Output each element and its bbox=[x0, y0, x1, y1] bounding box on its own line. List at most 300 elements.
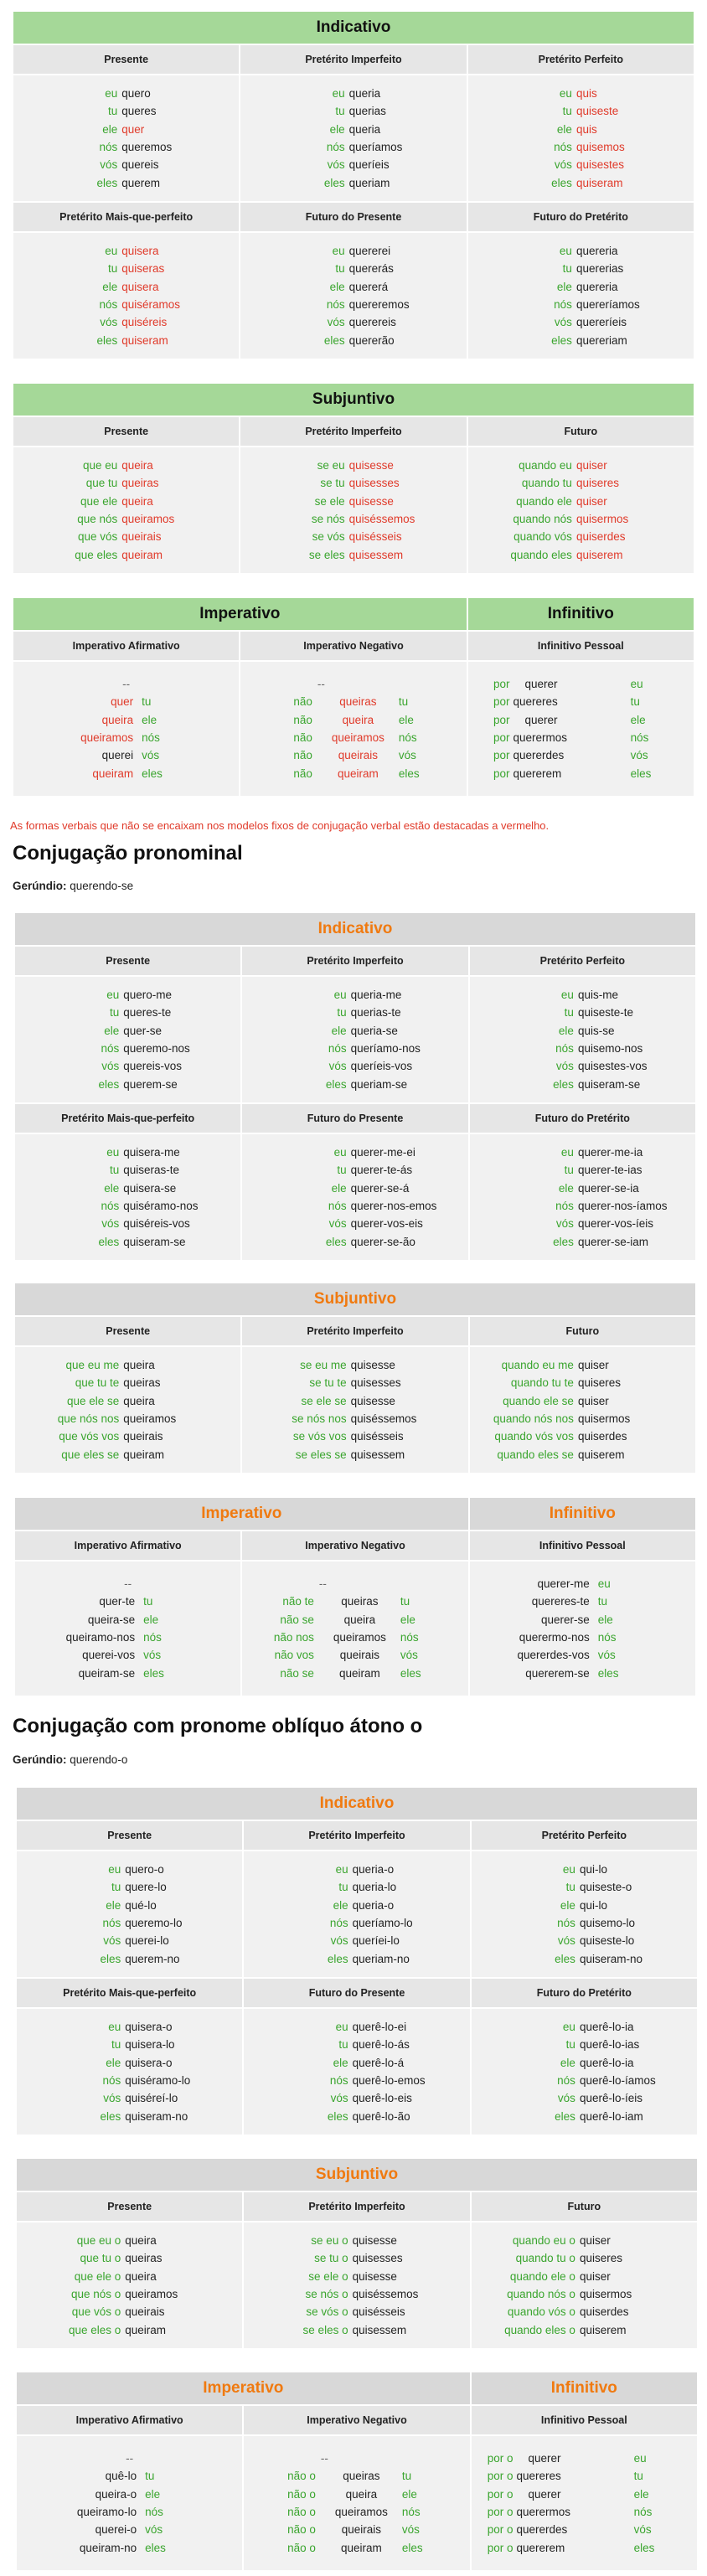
form-row bbox=[468, 102, 694, 120]
verb-form: quiseram-se bbox=[577, 1077, 641, 1091]
gerund-label: Gerúndio: bbox=[13, 880, 67, 892]
verb-form: quero-o bbox=[125, 1862, 164, 1876]
tense-header: Presente bbox=[16, 2191, 243, 2222]
pronoun: que ele bbox=[80, 494, 118, 508]
pronoun: tu bbox=[565, 2038, 575, 2052]
pronoun: quando ele o bbox=[509, 2269, 575, 2283]
form-row bbox=[470, 1593, 695, 1610]
form-row bbox=[13, 729, 239, 746]
verb-form: quiserem bbox=[577, 1448, 625, 1461]
form-row bbox=[472, 2232, 697, 2249]
verb-form: queiram bbox=[337, 767, 379, 780]
form-row bbox=[17, 2072, 242, 2089]
forms-list bbox=[15, 1575, 240, 1682]
verb-form: quiseste-te bbox=[577, 1006, 633, 1020]
form-row bbox=[244, 2486, 469, 2503]
pronoun: tu bbox=[562, 262, 572, 276]
verb-form: quisessem bbox=[350, 1448, 405, 1461]
form-row bbox=[470, 1427, 695, 1445]
verb-form: querê-lo-á bbox=[352, 2056, 405, 2069]
pronoun: ele bbox=[558, 1181, 574, 1195]
verb-form: quiseras bbox=[121, 262, 165, 276]
form-row bbox=[13, 260, 239, 277]
pronoun: eu bbox=[335, 2020, 348, 2033]
tense-header: Futuro bbox=[471, 2191, 698, 2222]
verb-form: quiseste-lo bbox=[579, 1934, 635, 1948]
verb-form: quereremos bbox=[348, 298, 410, 311]
forms-list bbox=[472, 2232, 697, 2339]
form-row bbox=[244, 2232, 469, 2249]
mood-title: Imperativo bbox=[16, 2372, 471, 2405]
negation: não vos bbox=[274, 1649, 314, 1662]
form-row bbox=[17, 2321, 242, 2339]
form-row bbox=[242, 1629, 467, 1646]
pronoun: tu bbox=[401, 2470, 412, 2483]
form-row bbox=[240, 313, 466, 331]
subjuntivo-pronominal-table bbox=[13, 1282, 697, 1474]
verb-form: quisera-o bbox=[125, 2056, 173, 2069]
pronoun: eu bbox=[560, 1145, 574, 1159]
form-row bbox=[13, 746, 239, 764]
tense-header: Presente bbox=[14, 946, 241, 976]
pronoun: tu bbox=[142, 695, 152, 709]
verb-form: quereis bbox=[121, 158, 159, 172]
forms-list bbox=[15, 1356, 240, 1464]
form-row bbox=[472, 2089, 697, 2107]
form-row bbox=[244, 2036, 469, 2053]
form-row bbox=[470, 1197, 695, 1215]
form-row bbox=[15, 1427, 240, 1445]
verb-form: quiseram bbox=[121, 333, 168, 347]
form-row bbox=[242, 1374, 467, 1391]
verb-form: querer-vos-íeis bbox=[577, 1217, 653, 1231]
verb-form: queiras bbox=[121, 477, 159, 490]
verb-form: queiramo-lo bbox=[76, 2506, 137, 2518]
tense-header: Futuro do Presente bbox=[241, 1103, 468, 1133]
verb-form: quisera-o bbox=[125, 2020, 173, 2033]
verb-form: querê-lo-ias bbox=[579, 2038, 640, 2052]
verb-form: queiras bbox=[123, 1376, 161, 1390]
verb-form: querê-lo-iam bbox=[579, 2109, 643, 2123]
verb-form: quiseste-o bbox=[579, 1881, 632, 1894]
verb-form: quiser bbox=[579, 2233, 611, 2247]
pronoun: vós bbox=[554, 316, 572, 329]
pronoun: eu bbox=[332, 244, 345, 257]
verb-form: quiséssemos bbox=[350, 1412, 417, 1425]
verb-form: quereríeis bbox=[575, 316, 627, 329]
tense-header: Futuro do Pretérito bbox=[471, 1978, 698, 2008]
subjuntivo-obliquo-table bbox=[15, 2157, 699, 2350]
verb-form: quisermos bbox=[579, 2288, 632, 2300]
form-row bbox=[15, 1022, 240, 1040]
pronoun: ele bbox=[329, 122, 345, 136]
form-row bbox=[13, 156, 239, 173]
pronoun: quando ele bbox=[516, 494, 572, 508]
pronoun: ele bbox=[558, 1024, 574, 1037]
form-row bbox=[472, 2521, 697, 2538]
tense-cell bbox=[469, 1561, 696, 1696]
tense-header: Pretérito Imperfeito bbox=[240, 44, 467, 75]
tense-header: Infinitivo Pessoal bbox=[469, 1531, 696, 1561]
form-row bbox=[244, 2268, 469, 2285]
forms-list bbox=[13, 675, 239, 782]
pronoun: eu bbox=[559, 244, 572, 257]
form-row bbox=[17, 2539, 242, 2557]
form-row bbox=[17, 2303, 242, 2320]
verb-form: quis bbox=[575, 86, 597, 100]
tense-header: Infinitivo Pessoal bbox=[471, 2405, 698, 2435]
forms-list bbox=[13, 242, 239, 349]
tense-cell bbox=[240, 232, 467, 359]
tense-header: Pretérito Perfeito bbox=[469, 946, 696, 976]
pronoun: tu bbox=[108, 105, 118, 118]
verb-form: quisera bbox=[121, 280, 159, 293]
form-row bbox=[244, 2018, 469, 2036]
form-row bbox=[468, 313, 694, 331]
verb-form: quererdes bbox=[516, 2523, 568, 2537]
pronoun: eles bbox=[551, 333, 572, 347]
verb-form: quisera bbox=[121, 244, 159, 257]
form-row bbox=[472, 2503, 697, 2521]
pronoun: eles bbox=[398, 767, 420, 780]
form-row bbox=[240, 296, 466, 313]
pronoun: se ele o bbox=[308, 2269, 348, 2283]
pronoun: que eles bbox=[75, 548, 118, 561]
verb-form: queira bbox=[125, 2269, 157, 2283]
form-row bbox=[470, 1629, 695, 1646]
ellipsis: -- bbox=[318, 1577, 327, 1590]
form-row bbox=[470, 1356, 695, 1374]
form-row bbox=[15, 1446, 240, 1464]
pronoun: eu bbox=[562, 2020, 575, 2033]
verb-form: querer-vos-eis bbox=[350, 1217, 423, 1231]
form-row bbox=[244, 1861, 469, 1878]
forms-list bbox=[472, 2018, 697, 2125]
verb-form: queremo-lo bbox=[125, 1917, 183, 1929]
forms-list bbox=[240, 675, 466, 782]
verb-form: quisésseis bbox=[350, 1430, 404, 1443]
form-row bbox=[242, 1446, 467, 1464]
verb-form: querer-nos-emos bbox=[350, 1200, 437, 1212]
pronoun: vós bbox=[401, 2523, 420, 2537]
form-row bbox=[17, 2285, 242, 2303]
verb-form: quisermos bbox=[575, 513, 629, 525]
form-row bbox=[240, 174, 466, 192]
pronoun: tu bbox=[562, 105, 572, 118]
pronoun: vós bbox=[554, 158, 572, 172]
form-row bbox=[470, 1143, 695, 1161]
verb-form: quisesses bbox=[348, 477, 400, 490]
pronoun: eu bbox=[108, 1862, 121, 1876]
gerund-label: Gerúndio: bbox=[13, 1753, 67, 1766]
form-row bbox=[240, 729, 466, 746]
verb-form: quererem bbox=[516, 2541, 565, 2554]
forms-list bbox=[244, 2018, 469, 2125]
pronoun: ele bbox=[106, 1898, 121, 1912]
verb-form: quererá bbox=[348, 280, 389, 293]
pronoun: ele bbox=[143, 1613, 159, 1626]
pronoun: tu bbox=[110, 1006, 120, 1020]
pronoun: nós bbox=[554, 141, 572, 153]
pronoun: ele bbox=[597, 1613, 613, 1626]
verb-form: querer bbox=[524, 677, 558, 690]
form-row bbox=[472, 1932, 697, 1949]
forms-list bbox=[240, 457, 466, 564]
verb-form: quis-me bbox=[577, 988, 618, 1001]
tense-cell bbox=[241, 1561, 468, 1696]
verb-form: queiramos bbox=[333, 1631, 386, 1644]
pronoun: que tu bbox=[85, 477, 118, 490]
forms-list bbox=[13, 457, 239, 564]
preposition: por o bbox=[487, 2506, 513, 2518]
pronoun: que ele se bbox=[66, 1394, 120, 1407]
forms-list bbox=[470, 986, 695, 1093]
tense-cell bbox=[243, 2008, 470, 2135]
tense-header: Pretérito Perfeito bbox=[471, 1820, 698, 1851]
verb-form: queiramos bbox=[334, 2506, 388, 2518]
form-row bbox=[472, 2303, 697, 2320]
verb-form: querias-te bbox=[350, 1006, 401, 1020]
pronoun: vós bbox=[143, 1649, 162, 1662]
verb-form: quererdes bbox=[513, 749, 565, 762]
verb-form: quereria bbox=[575, 244, 618, 257]
pronoun: quando tu bbox=[521, 477, 572, 490]
verb-form: queiras bbox=[125, 2252, 163, 2265]
tense-header: Futuro do Presente bbox=[243, 1978, 470, 2008]
pronoun: tu bbox=[398, 695, 409, 709]
verb-form: quis bbox=[575, 122, 597, 136]
pronoun: se eles bbox=[308, 548, 345, 561]
pronoun: se tu te bbox=[309, 1376, 347, 1390]
verb-form: querer-me-ia bbox=[577, 1145, 643, 1159]
imperativo-obliquo-table bbox=[15, 2371, 699, 2572]
negation: não bbox=[293, 695, 312, 709]
form-row bbox=[17, 1861, 242, 1878]
form-row bbox=[17, 2108, 242, 2125]
pronoun: vós bbox=[398, 749, 416, 762]
form-row bbox=[244, 1950, 469, 1968]
pronoun: quando eu me bbox=[501, 1358, 574, 1371]
tense-cell bbox=[241, 976, 468, 1103]
form-row bbox=[242, 1593, 467, 1610]
mood-title: Imperativo bbox=[14, 1497, 469, 1531]
pronoun: quando eu o bbox=[512, 2233, 575, 2247]
form-row bbox=[244, 1914, 469, 1932]
tense-header: Presente bbox=[14, 1316, 241, 1346]
pronoun: tu bbox=[111, 1881, 121, 1894]
form-row bbox=[472, 2249, 697, 2267]
verb-form: quererias bbox=[575, 262, 624, 276]
form-row bbox=[15, 1665, 240, 1682]
verb-form: querê-lo-ei bbox=[352, 2020, 407, 2033]
pronoun: ele bbox=[145, 2487, 161, 2501]
preposition: por o bbox=[487, 2451, 513, 2465]
form-row bbox=[244, 2054, 469, 2072]
mood-title: Subjuntivo bbox=[13, 383, 694, 416]
verb-form: quereres-te bbox=[531, 1595, 590, 1608]
forms-list bbox=[17, 2450, 242, 2557]
form-row bbox=[13, 121, 239, 138]
verb-form: queira-se bbox=[87, 1613, 136, 1626]
pronoun: eu bbox=[108, 2020, 121, 2033]
pronoun: eu bbox=[559, 86, 572, 100]
tense-header: Pretérito Imperfeito bbox=[240, 416, 467, 447]
pronoun: se eu bbox=[317, 458, 345, 472]
pronoun: quando vós o bbox=[507, 2305, 575, 2319]
tense-cell bbox=[16, 2222, 243, 2349]
verb-form: queirais bbox=[338, 749, 378, 762]
forms-list bbox=[468, 242, 694, 349]
verb-form: quiséreis-vos bbox=[123, 1217, 190, 1231]
pronoun: se nós o bbox=[305, 2288, 348, 2300]
verb-form: quiseres bbox=[577, 1376, 621, 1390]
verb-form: queira bbox=[343, 1613, 376, 1626]
form-row bbox=[472, 2018, 697, 2036]
pronoun: ele bbox=[104, 1024, 120, 1037]
form-row bbox=[468, 85, 694, 102]
verb-form: querermos bbox=[516, 2506, 571, 2518]
ellipsis: -- bbox=[320, 2451, 328, 2465]
verb-form: queríamos bbox=[348, 141, 403, 153]
form-row bbox=[242, 1197, 467, 1215]
verb-form: queiras bbox=[339, 695, 377, 709]
tense-header: Pretérito Perfeito bbox=[467, 44, 694, 75]
pronoun: tu bbox=[630, 695, 640, 709]
pronoun: vós bbox=[327, 316, 345, 329]
tense-header: Pretérito Imperfeito bbox=[243, 2191, 470, 2222]
form-row bbox=[244, 2072, 469, 2089]
forms-list bbox=[17, 2232, 242, 2339]
pronoun: vós bbox=[557, 2092, 575, 2105]
verb-form: quisera-se bbox=[123, 1181, 177, 1195]
form-row bbox=[470, 1575, 695, 1593]
pronoun: eles bbox=[633, 2541, 655, 2554]
verb-form: quer-te bbox=[99, 1595, 136, 1608]
form-row bbox=[240, 260, 466, 277]
verb-form: quiseres bbox=[579, 2252, 622, 2265]
form-row bbox=[13, 332, 239, 349]
verb-form: queiram-se bbox=[78, 1666, 136, 1680]
pronoun: que ele o bbox=[74, 2269, 121, 2283]
verb-form: quer bbox=[111, 695, 134, 709]
form-row bbox=[468, 510, 694, 528]
pronoun: eles bbox=[323, 333, 345, 347]
form-row bbox=[468, 711, 694, 729]
pronoun: eles bbox=[630, 767, 652, 780]
verb-form: quererão bbox=[348, 333, 395, 347]
form-row bbox=[242, 1057, 467, 1075]
verb-form: quisesses bbox=[352, 2252, 403, 2265]
form-row bbox=[468, 138, 694, 156]
form-row bbox=[240, 510, 466, 528]
verb-form: quiser bbox=[577, 1358, 609, 1371]
form-row bbox=[13, 765, 239, 782]
pronoun: nós bbox=[400, 1631, 419, 1644]
form-row bbox=[240, 278, 466, 296]
gerund-value: querendo-o bbox=[70, 1753, 128, 1766]
verb-form: querer bbox=[528, 2451, 561, 2465]
pronoun: eles bbox=[597, 1666, 619, 1680]
gerund-obliquo bbox=[13, 1753, 127, 1766]
verb-form: quis-se bbox=[577, 1024, 615, 1037]
tense-cell bbox=[13, 661, 240, 797]
tense-header: Futuro do Pretérito bbox=[467, 202, 694, 232]
forms-list bbox=[242, 986, 467, 1093]
verb-form: quiseste bbox=[575, 105, 619, 118]
pronoun: nós bbox=[102, 1917, 121, 1929]
verb-form: queria-me bbox=[350, 988, 402, 1001]
pronoun: eles bbox=[555, 1952, 575, 1965]
pronoun: eles bbox=[400, 1666, 421, 1680]
forms-list bbox=[472, 1861, 697, 1968]
tense-cell bbox=[14, 1346, 241, 1474]
form-row bbox=[468, 278, 694, 296]
pronoun: ele bbox=[556, 280, 572, 293]
verb-form: queiramos bbox=[80, 731, 134, 744]
negation: não o bbox=[287, 2470, 316, 2483]
pronoun: tu bbox=[597, 1595, 608, 1608]
form-row bbox=[13, 457, 239, 474]
negation: não bbox=[293, 731, 312, 744]
verb-form: queira bbox=[101, 713, 134, 726]
ellipsis: -- bbox=[122, 677, 131, 690]
form-row bbox=[472, 1950, 697, 1968]
verb-form: quisesse bbox=[350, 1358, 395, 1371]
form-row bbox=[470, 1646, 695, 1664]
forms-list bbox=[17, 1861, 242, 1968]
form-row bbox=[240, 102, 466, 120]
verb-form: querermos bbox=[513, 731, 568, 744]
form-row bbox=[468, 332, 694, 349]
verb-form: querei-lo bbox=[125, 1934, 169, 1948]
negation: não bbox=[293, 767, 312, 780]
verb-form: quisessem bbox=[348, 548, 404, 561]
preposition: por o bbox=[487, 2470, 513, 2483]
form-row bbox=[240, 474, 466, 492]
forms-list bbox=[470, 1143, 695, 1251]
negation: não o bbox=[287, 2541, 316, 2554]
verb-form: quisermos bbox=[577, 1412, 631, 1425]
form-row bbox=[242, 1076, 467, 1093]
pronoun: eu bbox=[106, 988, 120, 1001]
form-row bbox=[472, 1861, 697, 1878]
preposition: por o bbox=[487, 2487, 513, 2501]
pronoun: tu bbox=[335, 262, 345, 276]
pronoun: eu bbox=[332, 86, 345, 100]
form-row bbox=[472, 2467, 697, 2485]
ellipsis: -- bbox=[126, 2451, 134, 2465]
pronoun: tu bbox=[400, 1595, 410, 1608]
form-row bbox=[470, 1215, 695, 1232]
form-row bbox=[15, 1629, 240, 1646]
verb-form: quiser bbox=[575, 494, 607, 508]
pronoun: quando tu te bbox=[510, 1376, 574, 1390]
preposition: por bbox=[493, 731, 510, 744]
verb-form: queirais bbox=[341, 2523, 381, 2537]
tense-cell bbox=[240, 75, 467, 202]
verb-form: querem-no bbox=[125, 1952, 180, 1965]
form-row bbox=[468, 474, 694, 492]
form-row bbox=[470, 1611, 695, 1629]
pronoun: eles bbox=[98, 1077, 120, 1091]
pronoun: tu bbox=[564, 1164, 574, 1177]
form-row bbox=[240, 675, 466, 693]
pronoun: tu bbox=[335, 105, 345, 118]
verb-form: quero bbox=[121, 86, 151, 100]
form-row bbox=[13, 546, 239, 564]
tense-header: Pretérito Imperfeito bbox=[241, 946, 468, 976]
form-row bbox=[244, 1897, 469, 1914]
